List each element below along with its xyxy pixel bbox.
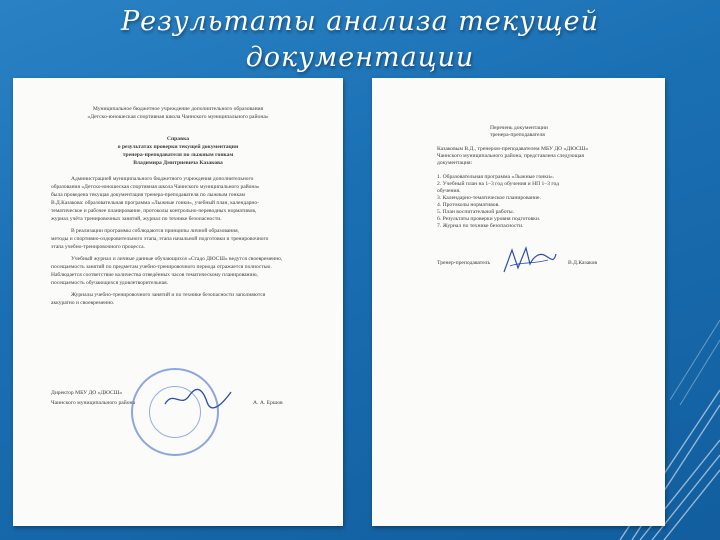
body-line: журнал учёта тренировочных занятий, журнал по технике безопасности. <box>51 216 222 222</box>
body-line: Учебный журнал и личные данные обучающихся «Стадо ДЮСШ» ведутся своевременно, <box>71 256 283 262</box>
list-item: 4. Протоколы нормативов. <box>437 202 500 208</box>
body-line: посещаемость занятий по предметам учебно-тренировочного периода отражается полностью. <box>51 264 272 270</box>
intro-line: Чаинского муниципального района, представлена следующая <box>437 153 584 159</box>
doc-heading-3: тренера-преподавателя по лыжным гонкам <box>122 152 234 158</box>
slide-title-line2: документации <box>245 42 475 73</box>
doc-heading: Справка <box>166 136 190 142</box>
list-item: 6. Результаты проверки уровня подготовки. <box>437 216 541 222</box>
list-header-2: тренера-преподавателя <box>490 132 545 138</box>
body-line: аккуратно и своевременно. <box>51 300 115 306</box>
signature-role-2: Чаинского муниципального района <box>51 400 136 406</box>
body-line: посещаемость обучающихся удовлетворительная. <box>51 280 168 286</box>
document-page-perechen <box>372 78 665 526</box>
handwritten-signature <box>500 242 558 278</box>
slide-title-line1: Результаты анализа текущей <box>120 6 600 37</box>
body-line: Журналы учебно-тренировочного занятий и по технике безопасности заполняются <box>71 292 266 298</box>
list-item: обучения. <box>437 188 461 194</box>
body-line: этапа учебно-тренировочного процесса. <box>51 244 145 250</box>
body-line: была проведена текущая документация тренера-преподавателя по лыжным гонкам <box>51 192 246 198</box>
body-line: Администрацией муниципального бюджетного учреждения дополнительного <box>71 176 254 182</box>
body-line: В реализации программы соблюдаются принципы личной образования, <box>71 228 240 234</box>
body-line: методы и спортивно-оздоровительного этапа, этапа начальной подготовки и тренировочного <box>51 236 269 242</box>
doc-heading-2: о результатах проверки текущей документации <box>117 144 239 150</box>
list-header-1: Перечень документации <box>490 125 548 131</box>
list-item: 1. Образовательная программа «Лыжные гонки». <box>437 174 555 180</box>
handwritten-signature <box>163 386 233 412</box>
slide-title <box>0 4 720 76</box>
signature-name: А. А. Ершов <box>253 400 283 406</box>
doc-heading-4: Владимира Дмитриевича Казакова <box>133 160 223 166</box>
list-item: 7. Журнал по технике безопасности. <box>437 223 524 229</box>
org-line2: «Детско-юношеская спортивная школа Чаинского муниципального района» <box>87 114 269 120</box>
org-line1: Муниципальное бюджетное учреждение дополнительного образования <box>92 106 264 112</box>
document-page-spravka <box>13 78 343 526</box>
sign-name: В.Д.Казаков <box>568 260 598 266</box>
sign-label: Тренер-преподаватель <box>437 260 491 266</box>
official-stamp <box>131 368 219 456</box>
body-line: В.Д.Казакова: образовательная программа «Лыжные гонки», учебный план, календарно- <box>51 200 259 206</box>
intro-line: Казаковым В.Д., тренером-преподавателем МБУ ДО «ДЮСШ» <box>437 146 589 152</box>
list-item: 3. Календарно-тематическое планирование. <box>437 195 541 201</box>
list-item: 5. План воспитательной работы. <box>437 209 515 215</box>
body-line: тематическое и рабочее планирование, протоколы контрольно-переводных нормативов, <box>51 208 257 214</box>
signature-role-1: Директор МБУ ДО «ДЮСШ» <box>51 390 123 396</box>
body-line: образования «Детско-юношеская спортивная школа Чаинского муниципального района» <box>51 184 260 190</box>
body-line: Наблюдается соответствие количества отведённых часов тематическому планированию, <box>51 272 258 278</box>
intro-line: документация: <box>437 160 473 166</box>
list-item: 2. Учебный план на 1–3 год обучения и НП 1–3 год <box>437 181 559 187</box>
